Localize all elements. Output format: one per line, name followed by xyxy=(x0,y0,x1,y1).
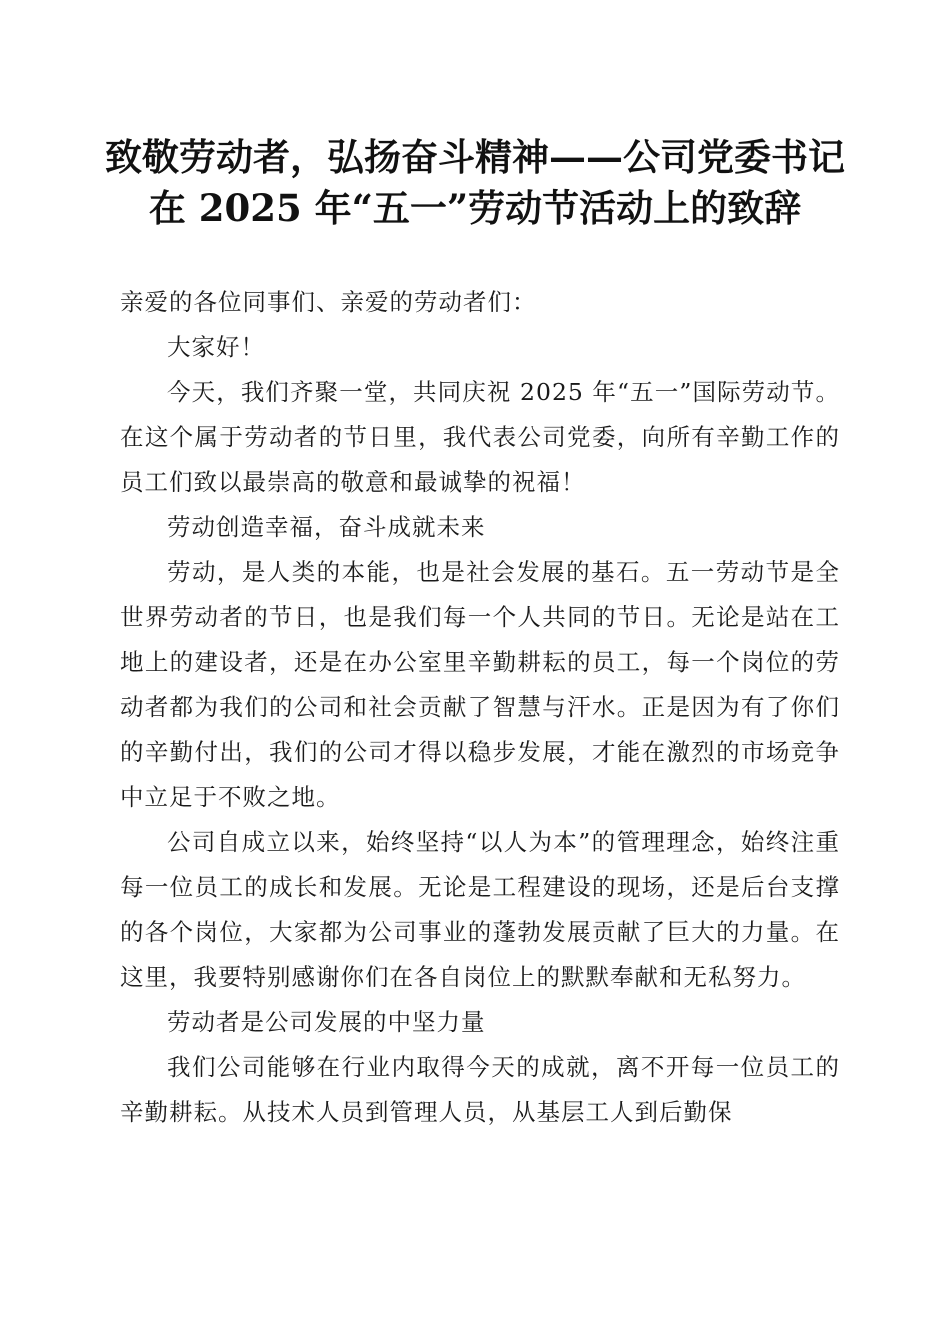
section-heading-1: 劳动创造幸福，奋斗成就未来 xyxy=(167,513,486,541)
paragraph-company: 公司自成立以来，始终坚持“以人为本”的管理理念，始终注重每一位员工的成长和发展。无论是工程建设的现场，还是后台支撑的各个岗位，大家都为公司事业的蓬勃发展贡献了巨大的力量。在这里，我要特别感谢你们在各自岗位上的默默奉献和无私努力。 xyxy=(120,828,840,991)
salutation: 亲爱的各位同事们、亲爱的劳动者们： xyxy=(120,288,537,316)
document-title xyxy=(100,132,850,234)
section-heading-2: 劳动者是公司发展的中坚力量 xyxy=(167,1008,486,1036)
paragraph-opening: 今天，我们齐聚一堂，共同庆祝 2025 年“五一”国际劳动节。在这个属于劳动者的节日里，我代表公司党委，向所有辛勤工作的员工们致以最崇高的敬意和最诚挚的祝福！ xyxy=(120,378,840,496)
paragraph-backbone: 我们公司能够在行业内取得今天的成就，离不开每一位员工的辛勤耕耘。从技术人员到管理人员，从基层工人到后勤保 xyxy=(120,1053,840,1126)
title-line-1: 致敬劳动者，弘扬奋斗精神——公司党委书记 xyxy=(105,135,845,179)
title-line-2: 在 2025 年“五一”劳动节活动上的致辞 xyxy=(148,186,802,230)
document-body xyxy=(120,280,840,1135)
greeting: 大家好！ xyxy=(167,333,265,361)
paragraph-labor: 劳动，是人类的本能，也是社会发展的基石。五一劳动节是全世界劳动者的节日，也是我们每一个人共同的节日。无论是站在工地上的建设者，还是在办公室里辛勤耕耘的员工，每一个岗位的劳动者都为我们的公司和社会贡献了智慧与汗水。正是因为有了你们的辛勤付出，我们的公司才得以稳步发展，才能在激烈的市场竞争中立足于不败之地。 xyxy=(120,558,840,811)
